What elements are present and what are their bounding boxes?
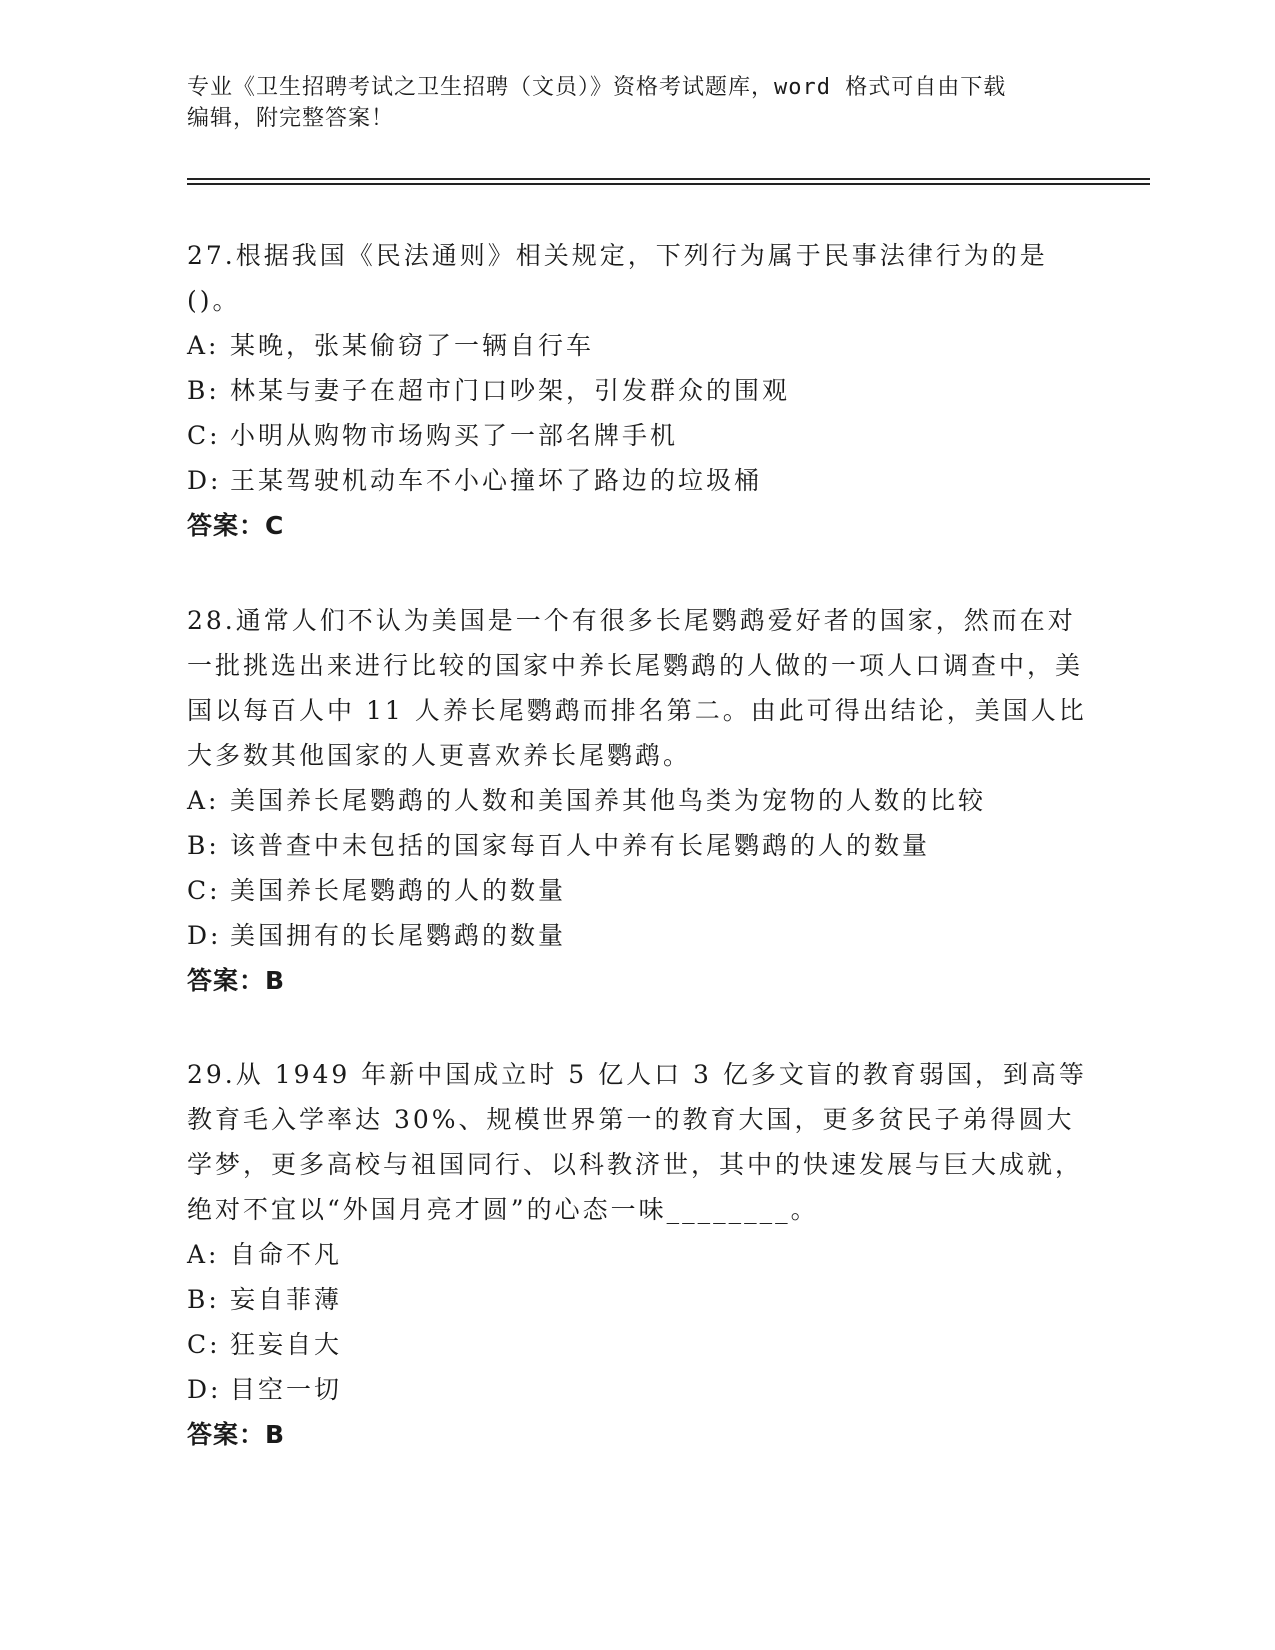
answer-label: 答案：C [187,511,285,540]
question-stem: 28.通常人们不认为美国是一个有很多长尾鹦鹉爱好者的国家，然而在对一批挑选出来进行比较的国家中养长尾鹦鹉的人做的一项人口调查中，美国以每百人中 11 人养长尾鹦鹉而排名第二。由此可得出结论，美国人比大多数其他国家的人更喜欢养长尾鹦鹉。 [187,606,1087,770]
option-letter: D: [187,466,222,495]
option-text: 美国养长尾鹦鹉的人数和美国养其他鸟类为宠物的人数的比较 [230,786,987,815]
option-text: 王某驾驶机动车不小心撞坏了路边的垃圾桶 [230,466,763,495]
option-text: 自命不凡 [230,1240,343,1269]
header-divider-bottom [187,183,1150,185]
option-letter: B: [187,376,220,405]
answer-label: 答案：B [187,966,286,995]
question-28 [187,598,1087,1003]
option-letter: D: [187,1375,222,1404]
document-header [187,72,1087,134]
option-letter: A: [187,786,220,815]
option-d [187,1367,1087,1412]
option-letter: A: [187,331,220,360]
question-stem: 29.从 1949 年新中国成立时 5 亿人口 3 亿多文盲的教育弱国，到高等教育毛入学率达 30%、规模世界第一的教育大国，更多贫民子弟得圆大学梦，更多高校与祖国同行、以科教济世，其中的快速发展与巨大成就，绝对不宜以“外国月亮才圆”的心态一味________。 [187,1060,1087,1224]
option-text: 妄自菲薄 [230,1285,343,1314]
question-29 [187,1052,1087,1457]
option-a [187,778,1087,823]
option-b [187,368,1087,413]
option-text: 狂妄自大 [230,1330,343,1359]
option-letter: A: [187,1240,220,1269]
option-text: 该普查中未包括的国家每百人中养有长尾鹦鹉的人的数量 [230,831,931,860]
option-letter: B: [187,1285,220,1314]
option-text: 林某与妻子在超市门口吵架，引发群众的围观 [230,376,791,405]
option-c [187,413,1087,458]
option-text: 某晚，张某偷窃了一辆自行车 [230,331,595,360]
option-text: 美国拥有的长尾鹦鹉的数量 [230,921,567,950]
option-b [187,823,1087,868]
header-divider-top [187,178,1150,180]
option-a [187,1232,1087,1277]
option-text: 目空一切 [230,1375,343,1404]
question-stem: 27.根据我国《民法通则》相关规定，下列行为属于民事法律行为的是()。 [187,241,1048,315]
option-c [187,1322,1087,1367]
option-letter: C: [187,421,221,450]
question-27 [187,233,1087,548]
option-text: 美国养长尾鹦鹉的人的数量 [230,876,567,905]
option-letter: C: [187,876,221,905]
answer-label: 答案：B [187,1420,286,1449]
option-c [187,868,1087,913]
option-d [187,913,1087,958]
option-letter: D: [187,921,222,950]
option-d [187,458,1087,503]
header-line-2: 编辑，附完整答案！ [187,106,395,131]
option-a [187,323,1087,368]
option-letter: C: [187,1330,221,1359]
header-line-1: 专业《卫生招聘考试之卫生招聘（文员）》资格考试题库，word 格式可自由下载 [187,75,1007,100]
option-letter: B: [187,831,220,860]
option-b [187,1277,1087,1322]
option-text: 小明从购物市场购买了一部名牌手机 [230,421,679,450]
